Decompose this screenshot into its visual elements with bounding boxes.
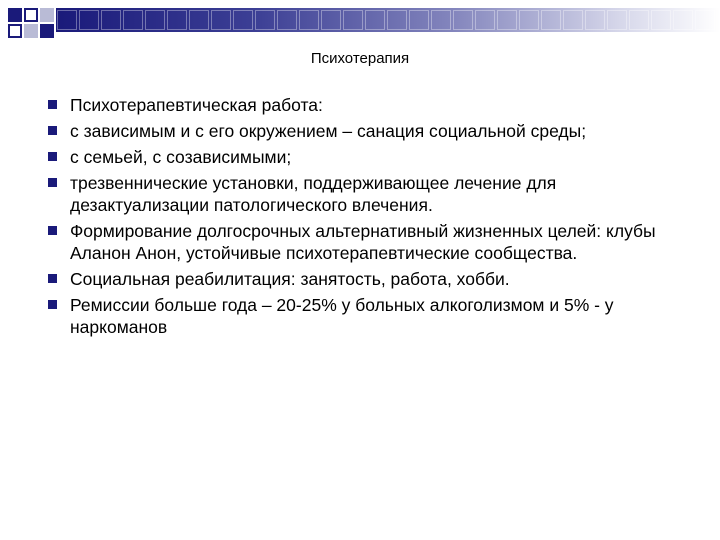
header-square-pattern (56, 8, 720, 32)
bullet-item (48, 294, 688, 338)
bullet-text: Социальная реабилитация: занятость, работа, хобби. (70, 269, 510, 289)
square-bullet-icon (48, 274, 57, 283)
bullet-list (48, 94, 688, 342)
slide-title: Психотерапия (310, 50, 410, 67)
corner-square-dark (8, 8, 22, 22)
square-bullet-icon (48, 100, 57, 109)
bullet-text: Ремиссии больше года – 20-25% у больных алкоголизмом и 5% - у наркоманов (70, 295, 614, 337)
square-bullet-icon (48, 126, 57, 135)
bullet-text: с зависимым и с его окружением – санация социальной среды; (70, 121, 587, 141)
corner-square-outline (8, 24, 22, 38)
bullet-item (48, 172, 688, 216)
corner-square-outline (24, 8, 38, 22)
square-bullet-icon (48, 178, 57, 187)
bullet-item (48, 94, 688, 116)
bullet-text: с семьей, с созависимыми; (70, 147, 292, 167)
bullet-item (48, 268, 688, 290)
bullet-item (48, 120, 688, 142)
square-bullet-icon (48, 152, 57, 161)
bullet-text: Формирование долгосрочных альтернативный жизненных целей: клубы Аланон Анон, устойчивые психотерапевтические сообщества. (70, 221, 656, 263)
bullet-text: трезвеннические установки, поддерживающее лечение для дезактуализации патологического влечения. (70, 173, 557, 215)
corner-square-light (24, 24, 38, 38)
corner-square-light (40, 8, 54, 22)
bullet-text: Психотерапевтическая работа: (70, 95, 323, 115)
bullet-item (48, 146, 688, 168)
bullet-item (48, 220, 688, 264)
corner-square-dark (40, 24, 54, 38)
square-bullet-icon (48, 300, 57, 309)
square-bullet-icon (48, 226, 57, 235)
